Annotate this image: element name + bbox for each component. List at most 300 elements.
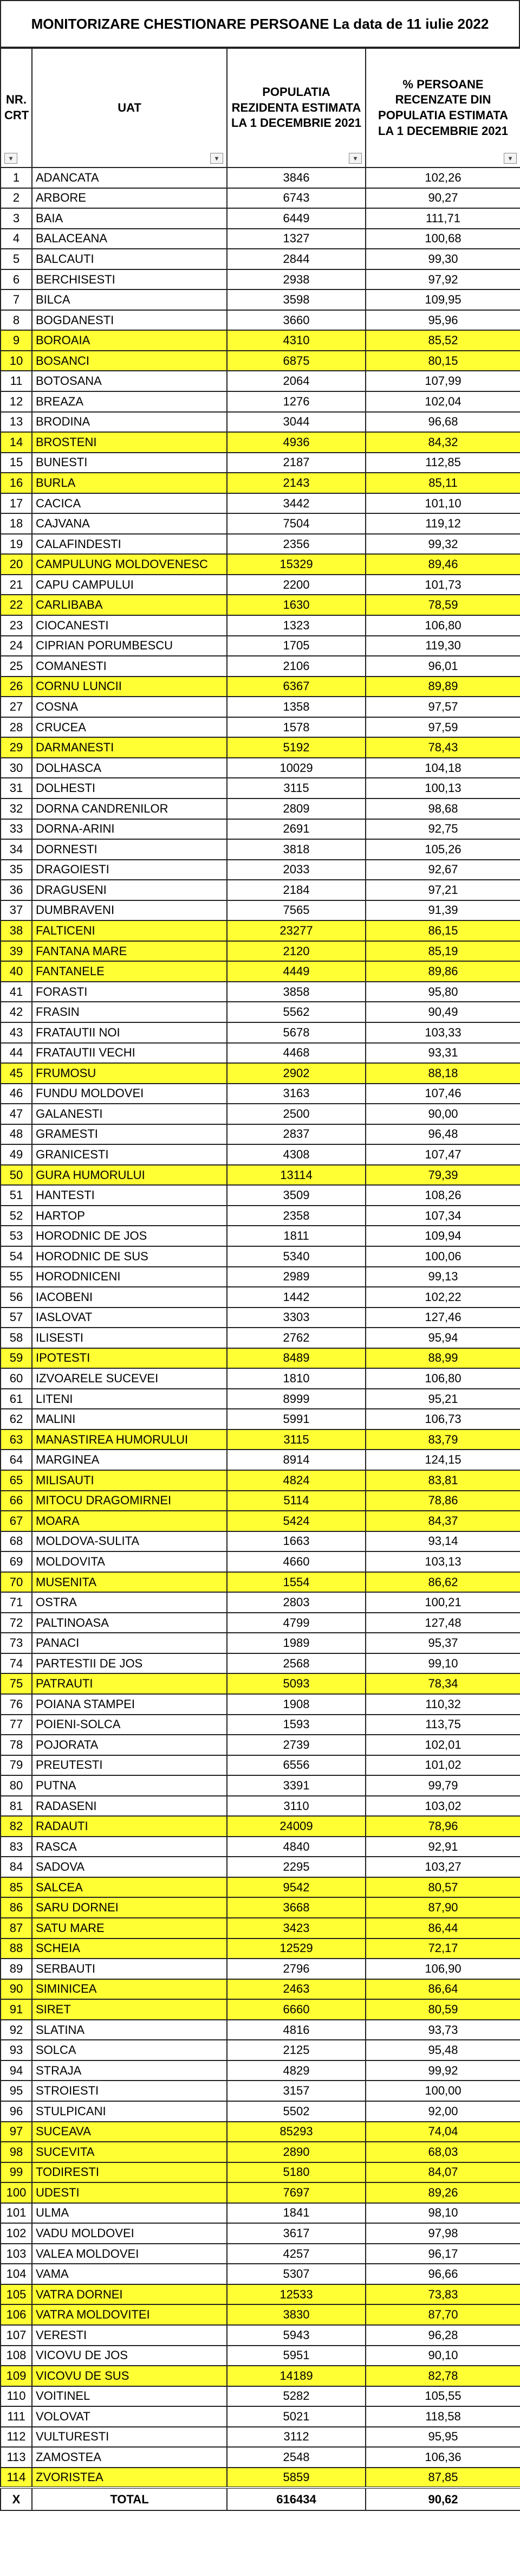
row-population: 3598 (227, 289, 366, 310)
table-row (1, 1775, 520, 1796)
row-uat: DORNA-ARINI (32, 819, 227, 840)
row-population: 3846 (227, 168, 366, 188)
row-percent: 85,11 (366, 473, 520, 493)
row-nr: 93 (1, 2040, 32, 2060)
row-percent: 78,34 (366, 1673, 520, 1694)
row-percent: 97,21 (366, 880, 520, 900)
table-row (1, 1816, 520, 1837)
row-percent: 92,91 (366, 1837, 520, 1857)
total-row (1, 2488, 520, 2510)
row-nr: 104 (1, 2264, 32, 2284)
row-percent: 103,02 (366, 1796, 520, 1817)
row-uat: ILISESTI (32, 1328, 227, 1348)
row-uat: SERBAUTI (32, 1959, 227, 1979)
row-percent: 86,64 (366, 1979, 520, 2000)
table-row (1, 351, 520, 371)
row-uat: DARMANESTI (32, 737, 227, 758)
row-nr: 33 (1, 819, 32, 840)
table-row (1, 229, 520, 249)
row-uat: VATRA MOLDOVITEI (32, 2304, 227, 2325)
row-uat: MOARA (32, 1511, 227, 1531)
row-percent: 118,58 (366, 2406, 520, 2427)
row-percent: 107,34 (366, 1206, 520, 1226)
header-row (1, 48, 520, 168)
row-uat: CRUCEA (32, 717, 227, 738)
row-nr: 92 (1, 2020, 32, 2040)
table-row (1, 1491, 520, 1511)
row-uat: SALCEA (32, 1877, 227, 1898)
row-population: 1705 (227, 636, 366, 656)
row-population: 5424 (227, 1511, 366, 1531)
row-population: 4829 (227, 2060, 366, 2081)
row-nr: 99 (1, 2162, 32, 2183)
row-population: 14189 (227, 2366, 366, 2386)
table-row (1, 1206, 520, 1226)
row-nr: 38 (1, 920, 32, 941)
row-percent: 93,31 (366, 1043, 520, 1064)
row-nr: 105 (1, 2284, 32, 2305)
table-row (1, 880, 520, 900)
table-row (1, 839, 520, 860)
row-uat: PARTESTII DE JOS (32, 1653, 227, 1674)
row-percent: 124,15 (366, 1450, 520, 1470)
table-row (1, 391, 520, 412)
row-percent: 112,85 (366, 453, 520, 473)
row-nr: 100 (1, 2182, 32, 2203)
table-row (1, 1715, 520, 1735)
row-population: 1811 (227, 1226, 366, 1246)
row-nr: 14 (1, 432, 32, 453)
row-nr: 19 (1, 534, 32, 555)
row-percent: 107,46 (366, 1084, 520, 1104)
header-uat-label: UAT (118, 100, 141, 114)
row-population: 2548 (227, 2447, 366, 2468)
row-uat: SOLCA (32, 2040, 227, 2060)
row-nr: 102 (1, 2223, 32, 2244)
row-uat: DOLHASCA (32, 758, 227, 778)
row-uat: HORODNIC DE JOS (32, 1226, 227, 1246)
table-row (1, 575, 520, 595)
table-row (1, 656, 520, 677)
table-row (1, 2284, 520, 2305)
row-percent: 99,30 (366, 249, 520, 269)
row-nr: 85 (1, 1877, 32, 1898)
row-nr: 43 (1, 1022, 32, 1043)
row-nr: 67 (1, 1511, 32, 1531)
row-nr: 11 (1, 371, 32, 391)
header-nr-label: NR. CRT (4, 93, 29, 122)
table-row (1, 453, 520, 473)
row-percent: 99,13 (366, 1267, 520, 1287)
row-nr: 21 (1, 575, 32, 595)
row-percent: 106,36 (366, 2447, 520, 2468)
table-row (1, 2182, 520, 2203)
row-population: 6449 (227, 208, 366, 229)
table-row (1, 615, 520, 636)
row-population: 2762 (227, 1328, 366, 1348)
row-population: 1276 (227, 391, 366, 412)
table-row (1, 1959, 520, 1979)
table-row (1, 412, 520, 433)
table-row (1, 1613, 520, 1633)
row-population: 3660 (227, 310, 366, 331)
table-row (1, 2060, 520, 2081)
table-row (1, 289, 520, 310)
row-uat: ZAMOSTEA (32, 2447, 227, 2468)
row-nr: 16 (1, 473, 32, 493)
table-row (1, 1979, 520, 2000)
row-percent: 84,32 (366, 432, 520, 453)
row-uat: BERCHISESTI (32, 269, 227, 290)
table-row (1, 941, 520, 962)
table-row (1, 697, 520, 717)
row-population: 1323 (227, 615, 366, 636)
table-row (1, 1165, 520, 1186)
row-uat: LITENI (32, 1389, 227, 1409)
row-nr: 41 (1, 982, 32, 1002)
row-uat: ARBORE (32, 188, 227, 209)
row-uat: PUTNA (32, 1775, 227, 1796)
table-row (1, 1124, 520, 1145)
row-nr: 18 (1, 513, 32, 534)
row-percent: 102,22 (366, 1287, 520, 1308)
row-population: 1327 (227, 229, 366, 249)
row-population: 2902 (227, 1063, 366, 1084)
row-population: 4468 (227, 1043, 366, 1064)
table-row (1, 188, 520, 209)
row-nr: 110 (1, 2386, 32, 2407)
row-uat: PANACI (32, 1633, 227, 1653)
row-uat: GRAMESTI (32, 1124, 227, 1145)
table-row (1, 1572, 520, 1593)
row-population: 3509 (227, 1185, 366, 1206)
row-population: 5114 (227, 1491, 366, 1511)
row-percent: 98,10 (366, 2203, 520, 2224)
row-percent: 92,00 (366, 2101, 520, 2122)
row-population: 5562 (227, 1002, 366, 1022)
row-uat: BALCAUTI (32, 249, 227, 269)
row-uat: IPOTESTI (32, 1348, 227, 1369)
row-population: 3442 (227, 493, 366, 514)
row-uat: STULPICANI (32, 2101, 227, 2122)
row-percent: 97,92 (366, 269, 520, 290)
row-population: 4310 (227, 330, 366, 351)
row-uat: PREUTESTI (32, 1755, 227, 1776)
table-row (1, 1368, 520, 1389)
row-population: 1810 (227, 1368, 366, 1389)
row-population: 5307 (227, 2264, 366, 2284)
row-percent: 105,26 (366, 839, 520, 860)
row-uat: RADASENI (32, 1796, 227, 1817)
row-population: 2691 (227, 819, 366, 840)
row-percent: 110,32 (366, 1694, 520, 1715)
row-uat: DOLHESTI (32, 778, 227, 798)
row-percent: 106,80 (366, 1368, 520, 1389)
row-population: 12533 (227, 2284, 366, 2305)
row-percent: 100,68 (366, 229, 520, 249)
row-population: 1989 (227, 1633, 366, 1653)
filter-dropdown-population-icon[interactable]: ▾ (349, 153, 362, 164)
row-population: 5678 (227, 1022, 366, 1043)
row-percent: 87,85 (366, 2468, 520, 2488)
table-row (1, 2366, 520, 2386)
row-percent: 119,12 (366, 513, 520, 534)
row-population: 4936 (227, 432, 366, 453)
row-nr: 46 (1, 1084, 32, 1104)
row-population: 6743 (227, 188, 366, 209)
row-population: 2568 (227, 1653, 366, 1674)
row-percent: 96,01 (366, 656, 520, 677)
row-nr: 48 (1, 1124, 32, 1145)
row-population: 2837 (227, 1124, 366, 1145)
row-nr: 26 (1, 677, 32, 697)
row-percent: 103,13 (366, 1551, 520, 1572)
row-population: 6660 (227, 1999, 366, 2020)
table-row (1, 1653, 520, 1674)
table-row (1, 2346, 520, 2366)
row-nr: 31 (1, 778, 32, 798)
row-percent: 97,59 (366, 717, 520, 738)
row-uat: GURA HUMORULUI (32, 1165, 227, 1186)
table-row (1, 2244, 520, 2264)
table-row (1, 1287, 520, 1308)
row-nr: 53 (1, 1226, 32, 1246)
table-row (1, 1796, 520, 1817)
table-row (1, 1633, 520, 1653)
row-uat: CORNU LUNCII (32, 677, 227, 697)
row-population: 2200 (227, 575, 366, 595)
row-nr: 65 (1, 1470, 32, 1491)
row-nr: 78 (1, 1735, 32, 1755)
row-percent: 82,78 (366, 2366, 520, 2386)
row-percent: 86,15 (366, 920, 520, 941)
row-population: 4660 (227, 1551, 366, 1572)
table-row (1, 1185, 520, 1206)
row-percent: 96,17 (366, 2244, 520, 2264)
header-percent (366, 48, 520, 168)
row-population: 2989 (227, 1267, 366, 1287)
row-nr: 81 (1, 1796, 32, 1817)
row-percent: 80,57 (366, 1877, 520, 1898)
row-percent: 92,67 (366, 860, 520, 880)
row-population: 2803 (227, 1592, 366, 1613)
row-population: 2356 (227, 534, 366, 555)
row-uat: POJORATA (32, 1735, 227, 1755)
row-nr: 24 (1, 636, 32, 656)
table-row (1, 1999, 520, 2020)
row-population: 1358 (227, 697, 366, 717)
row-population: 3110 (227, 1796, 366, 1817)
row-population: 2033 (227, 860, 366, 880)
filter-dropdown-uat-icon[interactable]: ▾ (210, 153, 223, 164)
table-row (1, 1592, 520, 1613)
row-percent: 68,03 (366, 2142, 520, 2162)
row-uat: VICOVU DE JOS (32, 2346, 227, 2366)
row-percent: 100,13 (366, 778, 520, 798)
row-nr: 86 (1, 1897, 32, 1918)
row-uat: VICOVU DE SUS (32, 2366, 227, 2386)
row-uat: BOTOSANA (32, 371, 227, 391)
row-uat: DUMBRAVENI (32, 900, 227, 921)
row-percent: 85,52 (366, 330, 520, 351)
row-population: 2938 (227, 269, 366, 290)
filter-dropdown-percent-icon[interactable]: ▾ (504, 153, 517, 164)
row-population: 5282 (227, 2386, 366, 2407)
row-uat: BILCA (32, 289, 227, 310)
row-nr: 47 (1, 1104, 32, 1124)
row-nr: 82 (1, 1816, 32, 1837)
row-nr: 103 (1, 2244, 32, 2264)
row-percent: 99,32 (366, 534, 520, 555)
row-nr: 107 (1, 2325, 32, 2346)
table-row (1, 1735, 520, 1755)
row-population: 2463 (227, 1979, 366, 2000)
row-uat: SATU MARE (32, 1918, 227, 1939)
row-percent: 100,21 (366, 1592, 520, 1613)
row-uat: FRASIN (32, 1002, 227, 1022)
row-uat: FUNDU MOLDOVEI (32, 1084, 227, 1104)
row-nr: 30 (1, 758, 32, 778)
row-population: 2120 (227, 941, 366, 962)
table-row (1, 2223, 520, 2244)
row-percent: 91,39 (366, 900, 520, 921)
row-uat: IASLOVAT (32, 1308, 227, 1328)
row-population: 5021 (227, 2406, 366, 2427)
row-population: 1841 (227, 2203, 366, 2224)
row-uat: BREAZA (32, 391, 227, 412)
row-uat: CARLIBABA (32, 595, 227, 615)
table-row (1, 2162, 520, 2183)
row-uat: FALTICENI (32, 920, 227, 941)
row-nr: 51 (1, 1185, 32, 1206)
row-percent: 74,04 (366, 2122, 520, 2142)
row-population: 1630 (227, 595, 366, 615)
row-nr: 8 (1, 310, 32, 331)
table-row (1, 982, 520, 1002)
table-row (1, 2447, 520, 2468)
row-percent: 109,94 (366, 1226, 520, 1246)
row-population: 3858 (227, 982, 366, 1002)
row-population: 1578 (227, 717, 366, 738)
row-population: 5502 (227, 2101, 366, 2122)
row-population: 7565 (227, 900, 366, 921)
filter-dropdown-nr-icon[interactable]: ▾ (4, 153, 17, 164)
header-population-label: POPULATIA REZIDENTA ESTIMATA LA 1 DECEMBRIE 2021 (231, 85, 362, 130)
row-uat: SUCEAVA (32, 2122, 227, 2142)
row-percent: 90,10 (366, 2346, 520, 2366)
row-nr: 20 (1, 554, 32, 575)
row-uat: VOITINEL (32, 2386, 227, 2407)
row-uat: HORODNIC DE SUS (32, 1246, 227, 1267)
row-nr: 70 (1, 1572, 32, 1593)
row-percent: 97,57 (366, 697, 520, 717)
table-row (1, 2101, 520, 2122)
row-uat: MUSENITA (32, 1572, 227, 1593)
row-nr: 84 (1, 1857, 32, 1877)
row-percent: 95,94 (366, 1328, 520, 1348)
row-uat: CIPRIAN PORUMBESCU (32, 636, 227, 656)
row-percent: 111,71 (366, 208, 520, 229)
table-row (1, 371, 520, 391)
row-percent: 88,18 (366, 1063, 520, 1084)
row-population: 3044 (227, 412, 366, 433)
row-uat: DORNESTI (32, 839, 227, 860)
row-nr: 5 (1, 249, 32, 269)
row-population: 5991 (227, 1409, 366, 1429)
row-uat: BURLA (32, 473, 227, 493)
row-nr: 40 (1, 961, 32, 982)
row-nr: 58 (1, 1328, 32, 1348)
row-uat: CAPU CAMPULUI (32, 575, 227, 595)
row-uat: MILISAUTI (32, 1470, 227, 1491)
row-nr: 66 (1, 1491, 32, 1511)
row-population: 6875 (227, 351, 366, 371)
table-row (1, 493, 520, 514)
row-nr: 96 (1, 2101, 32, 2122)
row-uat: GRANICESTI (32, 1144, 227, 1165)
row-uat: VOLOVAT (32, 2406, 227, 2427)
row-percent: 103,27 (366, 1857, 520, 1877)
row-nr: 60 (1, 1368, 32, 1389)
row-nr: 61 (1, 1389, 32, 1409)
row-uat: ULMA (32, 2203, 227, 2224)
table-row (1, 1531, 520, 1552)
row-percent: 95,21 (366, 1389, 520, 1409)
row-population: 2106 (227, 656, 366, 677)
row-uat: POIENI-SOLCA (32, 1715, 227, 1735)
row-population: 1442 (227, 1287, 366, 1308)
header-population (227, 48, 366, 168)
row-population: 8914 (227, 1450, 366, 1470)
row-population: 3423 (227, 1918, 366, 1939)
row-nr: 36 (1, 880, 32, 900)
row-uat: VULTURESTI (32, 2427, 227, 2448)
row-population: 3617 (227, 2223, 366, 2244)
row-percent: 78,43 (366, 737, 520, 758)
row-population: 2187 (227, 453, 366, 473)
table-row (1, 778, 520, 798)
table-row (1, 2122, 520, 2142)
row-uat: ZVORISTEA (32, 2468, 227, 2488)
row-population: 3391 (227, 1775, 366, 1796)
table-row (1, 1144, 520, 1165)
row-percent: 80,59 (366, 1999, 520, 2020)
table-row (1, 208, 520, 229)
row-uat: HORODNICENI (32, 1267, 227, 1287)
row-percent: 101,73 (366, 575, 520, 595)
row-percent: 88,99 (366, 1348, 520, 1369)
row-percent: 89,89 (366, 677, 520, 697)
row-nr: 17 (1, 493, 32, 514)
row-nr: 112 (1, 2427, 32, 2448)
row-nr: 1 (1, 168, 32, 188)
row-percent: 95,37 (366, 1633, 520, 1653)
row-population: 2809 (227, 798, 366, 819)
row-nr: 73 (1, 1633, 32, 1653)
row-population: 2064 (227, 371, 366, 391)
row-population: 85293 (227, 2122, 366, 2142)
row-population: 4840 (227, 1837, 366, 1857)
row-nr: 15 (1, 453, 32, 473)
table-row (1, 2264, 520, 2284)
row-population: 3115 (227, 778, 366, 798)
table-row (1, 1308, 520, 1328)
row-population: 4449 (227, 961, 366, 982)
row-uat: SUCEVITA (32, 2142, 227, 2162)
row-population: 23277 (227, 920, 366, 941)
row-nr: 59 (1, 1348, 32, 1369)
row-uat: MITOCU DRAGOMIRNEI (32, 1491, 227, 1511)
